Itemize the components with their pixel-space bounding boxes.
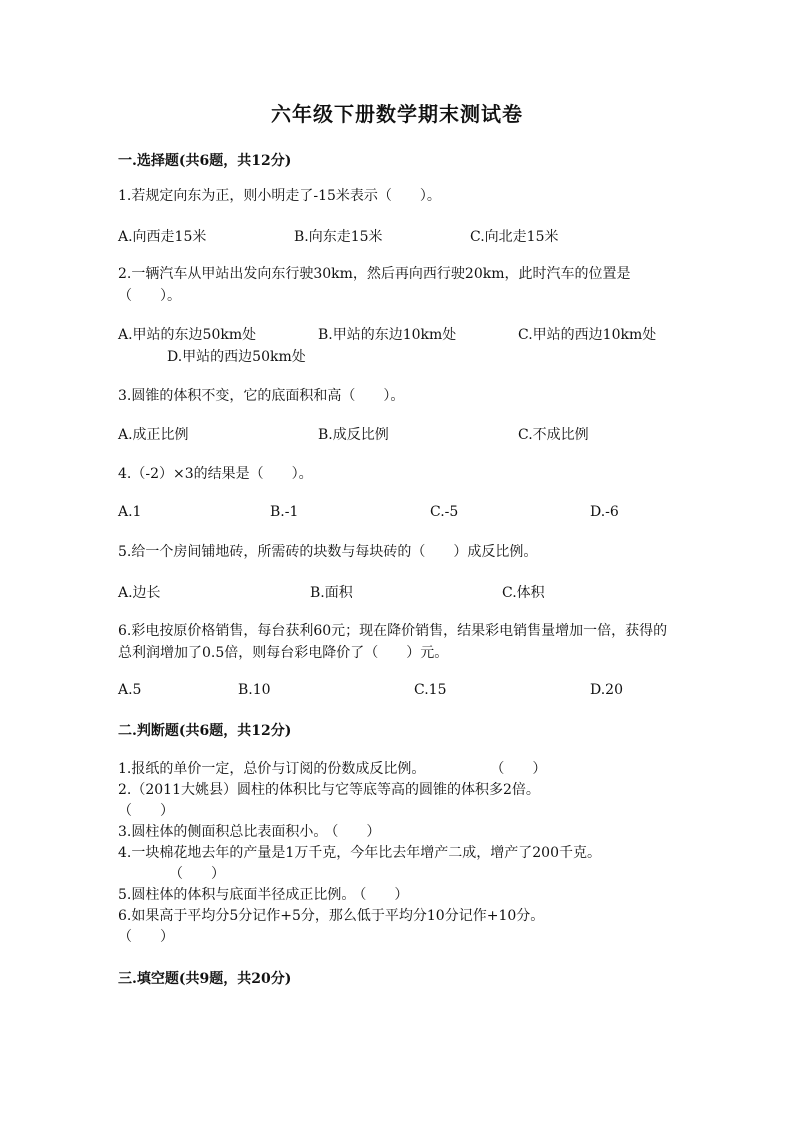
option[interactable]: B.甲站的东边10km处: [318, 327, 457, 343]
options-6: [118, 682, 678, 704]
section-heading-fill: 三.填空题(共9题，共20分): [118, 971, 292, 987]
option[interactable]: C.不成比例: [518, 427, 589, 443]
judge-text: 6.如果高于平均分5分记作+5分，那么低于平均分10分记作+10分。: [118, 908, 545, 924]
option[interactable]: C.体积: [502, 585, 545, 601]
options-4: [118, 504, 678, 526]
judge-text: 2.（2011大姚县）圆柱的体积比与它等底等高的圆锥的体积多2倍。: [118, 782, 540, 798]
option[interactable]: A.边长: [118, 585, 161, 601]
option[interactable]: C.-5: [430, 504, 459, 520]
question-5: 5.给一个房间铺地砖，所需砖的块数与每块砖的（ ）成反比例。: [118, 544, 538, 560]
question-4: 4.（-2）×3的结果是（ ）。: [118, 466, 313, 482]
option[interactable]: D.20: [590, 682, 623, 698]
answer-blank[interactable]: （ ）: [118, 803, 174, 819]
option[interactable]: A.成正比例: [118, 427, 189, 443]
option[interactable]: B.10: [238, 682, 271, 698]
judge-item-2: [118, 780, 678, 822]
option[interactable]: B.成反比例: [318, 427, 389, 443]
answer-blank[interactable]: （ ）: [118, 929, 174, 945]
judge-item-4: [118, 843, 678, 885]
question-6: 6.彩电按原价格销售，每台获利60元；现在降价销售，结果彩电销售量增加一倍，获得的总利润增加了0.5倍，则每台彩电降价了（ ）元。: [118, 623, 668, 661]
question-3: 3.圆锥的体积不变，它的底面积和高（ ）。: [118, 388, 405, 404]
judge-item-3: [118, 822, 678, 843]
judge-item-5: [118, 885, 678, 906]
options-2: [118, 324, 678, 346]
question-2: 2.一辆汽车从甲站出发向东行驶30km，然后再向西行驶20km，此时汽车的位置是（ ）。: [118, 266, 631, 304]
judge-text: 1.报纸的单价一定，总价与订阅的份数成反比例。: [118, 761, 426, 777]
option[interactable]: A.5: [118, 682, 142, 698]
option[interactable]: B.向东走15米: [294, 229, 383, 245]
answer-blank[interactable]: （ ）: [176, 866, 225, 882]
option[interactable]: C.向北走15米: [470, 229, 559, 245]
options-5: [118, 582, 678, 604]
option[interactable]: A.向西走15米: [118, 229, 207, 245]
judge-item-6: [118, 906, 678, 948]
section-heading-judge: 二.判断题(共6题，共12分): [118, 723, 292, 739]
page-title: 六年级下册数学期末测试卷: [271, 102, 523, 126]
answer-blank[interactable]: （ ）: [359, 887, 409, 903]
judge-text: 3.圆柱体的侧面积总比表面积小。: [118, 824, 328, 840]
option[interactable]: B.-1: [270, 504, 299, 520]
judge-text: 4.一块棉花地去年的产量是1万千克，今年比去年增产二成，增产了200千克。: [118, 845, 601, 861]
option[interactable]: C.甲站的西边10km处: [518, 327, 657, 343]
options-1: [118, 226, 678, 248]
option[interactable]: D.-6: [590, 504, 619, 520]
options-3: [118, 424, 678, 446]
option[interactable]: A.甲站的东边50km处: [118, 327, 257, 343]
option[interactable]: D.甲站的西边50km处: [167, 349, 306, 365]
question-1: 1.若规定向东为正，则小明走了-15米表示（ ）。: [118, 188, 441, 204]
option[interactable]: B.面积: [310, 585, 353, 601]
option[interactable]: C.15: [414, 682, 447, 698]
judge-text: 5.圆柱体的体积与底面半径成正比例。: [118, 887, 356, 903]
answer-blank[interactable]: （ ）: [331, 824, 381, 840]
judge-item-1: [118, 759, 678, 780]
section-heading-choice: 一.选择题(共6题，共12分): [118, 153, 292, 169]
options-2-cont: [118, 346, 678, 368]
option[interactable]: A.1: [118, 504, 142, 520]
answer-blank[interactable]: （ ）: [497, 761, 547, 777]
